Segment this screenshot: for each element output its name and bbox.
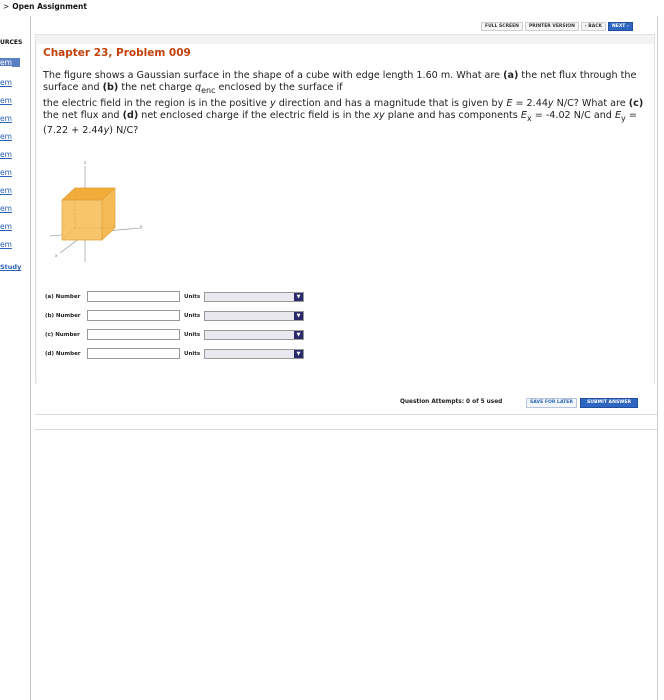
submit-answer-button[interactable]: SUBMIT ANSWER <box>580 398 638 408</box>
cube-figure <box>40 158 150 268</box>
study-link[interactable]: Study <box>0 263 22 271</box>
resources-sidebar <box>0 16 34 700</box>
sidebar-link[interactable]: em <box>0 222 12 231</box>
number-input-d[interactable] <box>87 348 180 359</box>
question-row-a <box>45 290 304 303</box>
back-button[interactable]: ‹ BACK <box>581 22 606 31</box>
z-axis-label: z <box>84 160 87 165</box>
sidebar-divider <box>30 16 31 700</box>
dropdown-arrow-icon[interactable]: ▼ <box>294 293 303 301</box>
number-input-c[interactable] <box>87 329 180 340</box>
sidebar-link[interactable]: em <box>0 204 12 213</box>
problem-text: The figure shows a Gaussian surface in the shape of a cube with edge length 1.60 m. What are (a) the net flux through the surface and (b) the net charge $q_{enc}$ enclosed by the surface if the electric field in the region is in the positive y direction and has a magnitude that is given by E = 2.44y N/C? What are (c) the net flux and (d) net enclosed charge if the electric field is in the xy plane and has components $E_x = -4.02$ N/C and $E_y = (7.22 + 2.44y)$ N/C? <box>43 70 644 137</box>
sidebar-link[interactable]: em <box>0 58 20 67</box>
sidebar-link[interactable]: em <box>0 150 12 159</box>
sidebar-link[interactable]: em <box>0 78 12 87</box>
resources-heading: URCES <box>0 39 23 46</box>
question-row-b <box>45 309 304 322</box>
question-label: (c) Number <box>45 331 80 338</box>
sidebar-link[interactable]: em <box>0 186 12 195</box>
units-label: Units <box>184 293 201 300</box>
question-attempts: Question Attempts: 0 of 5 used <box>400 399 503 405</box>
sidebar-link[interactable]: em <box>0 132 12 141</box>
units-select-a[interactable] <box>204 292 304 302</box>
units-label: Units <box>184 331 201 338</box>
problem-title: Chapter 23, Problem 009 <box>43 47 191 59</box>
footer-divider <box>35 429 657 430</box>
top-bar <box>0 0 664 16</box>
question-row-d <box>45 347 304 360</box>
open-assignment-title[interactable]: Open Assignment <box>12 2 87 11</box>
x-axis-label: x <box>55 253 58 258</box>
units-label: Units <box>184 350 201 357</box>
question-label: (a) Number <box>45 293 81 300</box>
question-label: (d) Number <box>45 350 81 357</box>
full-screen-button[interactable]: FULL SCREEN <box>481 22 523 31</box>
question-row-c <box>45 328 304 341</box>
y-axis-label: y <box>140 224 143 229</box>
number-input-b[interactable] <box>87 310 180 321</box>
sidebar-link[interactable]: em <box>0 96 12 105</box>
printer-version-button[interactable]: PRINTER VERSION <box>525 22 579 31</box>
right-border <box>657 16 658 700</box>
problem-nav <box>481 22 633 33</box>
chevron-right-icon[interactable]: > <box>3 2 10 11</box>
units-select-b[interactable] <box>204 311 304 321</box>
sidebar-link[interactable]: em <box>0 240 12 249</box>
units-select-c[interactable] <box>204 330 304 340</box>
units-label: Units <box>184 312 201 319</box>
dropdown-arrow-icon[interactable]: ▼ <box>294 312 303 320</box>
dropdown-arrow-icon[interactable]: ▼ <box>294 331 303 339</box>
footer-divider <box>35 414 657 415</box>
dropdown-arrow-icon[interactable]: ▼ <box>294 350 303 358</box>
cube-figure-svg <box>40 158 150 268</box>
number-input-a[interactable] <box>87 291 180 302</box>
sidebar-link[interactable]: em <box>0 114 12 123</box>
cube-front-face <box>62 200 102 240</box>
next-button[interactable]: NEXT › <box>608 22 633 31</box>
units-select-d[interactable] <box>204 349 304 359</box>
sidebar-link[interactable]: em <box>0 168 12 177</box>
save-for-later-button[interactable]: SAVE FOR LATER <box>526 398 577 408</box>
question-label: (b) Number <box>45 312 81 319</box>
